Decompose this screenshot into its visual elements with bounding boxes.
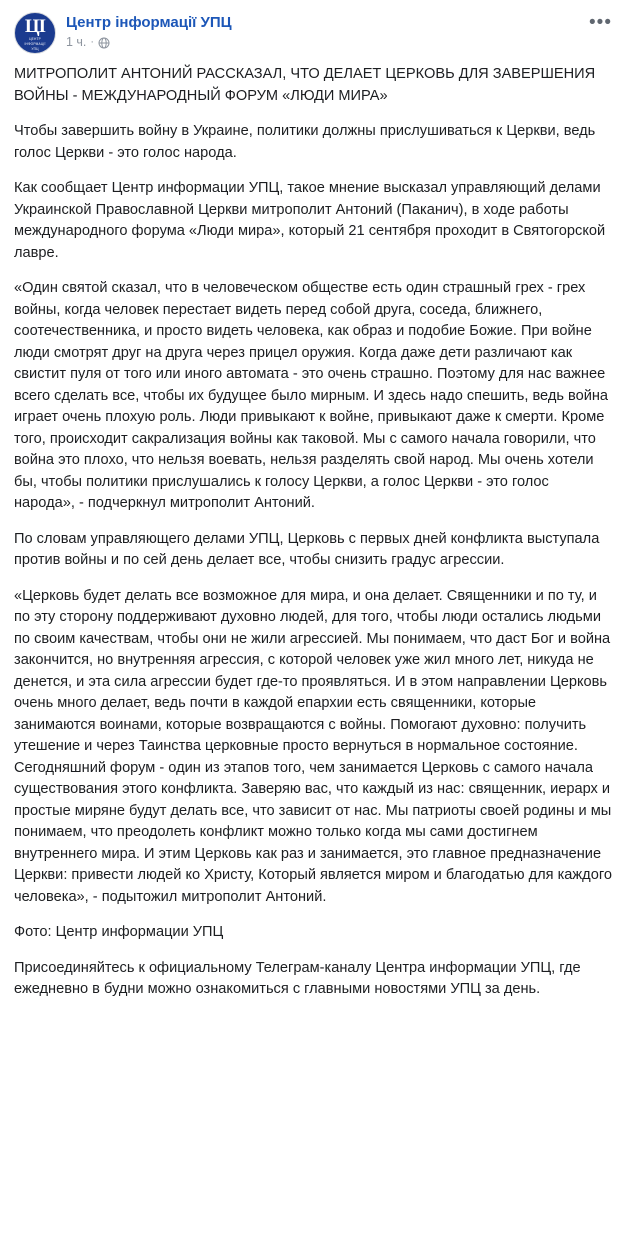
avatar[interactable] [14, 12, 56, 54]
page-name-link[interactable]: Центр інформації УПЦ [66, 14, 232, 31]
post-headline: МИТРОПОЛИТ АНТОНИЙ РАССКАЗАЛ, ЧТО ДЕЛАЕТ ЦЕРКОВЬ ДЛЯ ЗАВЕРШЕНИЯ ВОЙНЫ - МЕЖДУНАРОДНЫЙ ФОРУМ «ЛЮДИ МИРА» [14, 66, 596, 104]
post-paragraph-3: «Один святой сказал, что в человеческом обществе есть один страшный грех - грех войны, когда человек перестает видеть перед собой друга, соседа, ближнего, соотечественника, и просто видеть человека, как образ и подобие Божие. При войне люди смотрят друг на друга через прицел оружия. Когда даже дети различают как свистит пуля от того или иного автомата - это очень страшно. Поэтому для нас важнее всего сделать все, чтобы их будущее было мирным. И здесь надо спешить, ведь война играет очень плохую роль. Люди привыкают к войне, привыкают даже к смерти. Кроме того, происходит сакрализация войны как таковой. Мы с самого начала говорили, что война это плохо, что нельзя воевать, нельзя разделять свой народ. Мы очень хотели бы, чтобы политики прислушались к голосу Церкви, а голос Церкви - это голос народа», - подчеркнул митрополит Антоний. [14, 280, 609, 511]
avatar-logo [15, 13, 55, 53]
post-header [0, 0, 626, 60]
avatar-caption-line2: ІНФОРМАЦІЇ [24, 42, 46, 46]
post-body [0, 60, 626, 1017]
post-meta [66, 35, 612, 50]
avatar-caption-line1: ЦЕНТР [29, 37, 41, 41]
avatar-caption-line3: УПЦ [31, 47, 39, 51]
post-photo-credit: Фото: Центр информации УПЦ [14, 924, 224, 940]
meta-separator-dot: · [90, 36, 95, 48]
post-paragraph-1: Чтобы завершить войну в Украине, политики должны прислушиваться к Церкви, ведь голос Церкви - это голос народа. [14, 123, 596, 161]
post-paragraph-5: «Церковь будет делать все возможное для мира, и она делает. Священники и по ту, и по эту сторону поддерживают духовно людей, для того, чтобы люди остались людьми по своим качествам, чтобы они не жили агрессией. Мы понимаем, что даст Бог и война закончится, но внутренняя агрессия, с которой человек уже жил много лет, никуда не денется, и эта сила агрессии будет где-то проявляться. И в этом направлении Церковь очень много делает, ведь почти в каждой епархии есть священники, которые занимаются воинами, которые возвращаются с войны. Помогают духовно: получить утешение и через Таинства церковные просто вернуться в нормальное состояние. Сегодняшний форум - один из этапов того, чем занимается Церковь с самого начала существования этого конфликта. Заверяю вас, что каждый из нас: священник, иерарх и простые миряне будут делать все, что зависит от нас. Мы патриоты своей родины и мы понимаем, что преодолеть конфликт можно только когда мы сами достигнем внутреннего мира. И этим Церковь как раз и занимается, это главное предназначение Церкви: привести людей ко Христу, Который является миром и благодатью для каждого человека», - подытожил митрополит Антоний. [14, 587, 612, 905]
globe-icon[interactable] [98, 37, 110, 49]
post-paragraph-2: Как сообщает Центр информации УПЦ, такое мнение высказал управляющий делами Украинской Православной Церкви митрополит Антоний (Паканич), в ходе работы международного форума «Люди мира», который 21 сентября проходит в Святогорской лавре. [14, 180, 606, 261]
more-options-icon[interactable]: ••• [589, 12, 612, 33]
post-paragraph-4: По словам управляющего делами УПЦ, Церковь с первых дней конфликта выступала против войны и по сей день делает все, чтобы снизить градус агрессии. [14, 530, 600, 568]
post-timestamp[interactable]: 1 ч. [66, 35, 87, 49]
post-header-text [66, 12, 612, 50]
post-paragraph-7: Присоединяйтесь к официальному Телеграм-каналу Центра информации УПЦ, где ежедневно в будни можно ознакомиться с главными новостями УПЦ за день. [14, 959, 581, 997]
avatar-monogram: ЦІ [24, 16, 46, 37]
